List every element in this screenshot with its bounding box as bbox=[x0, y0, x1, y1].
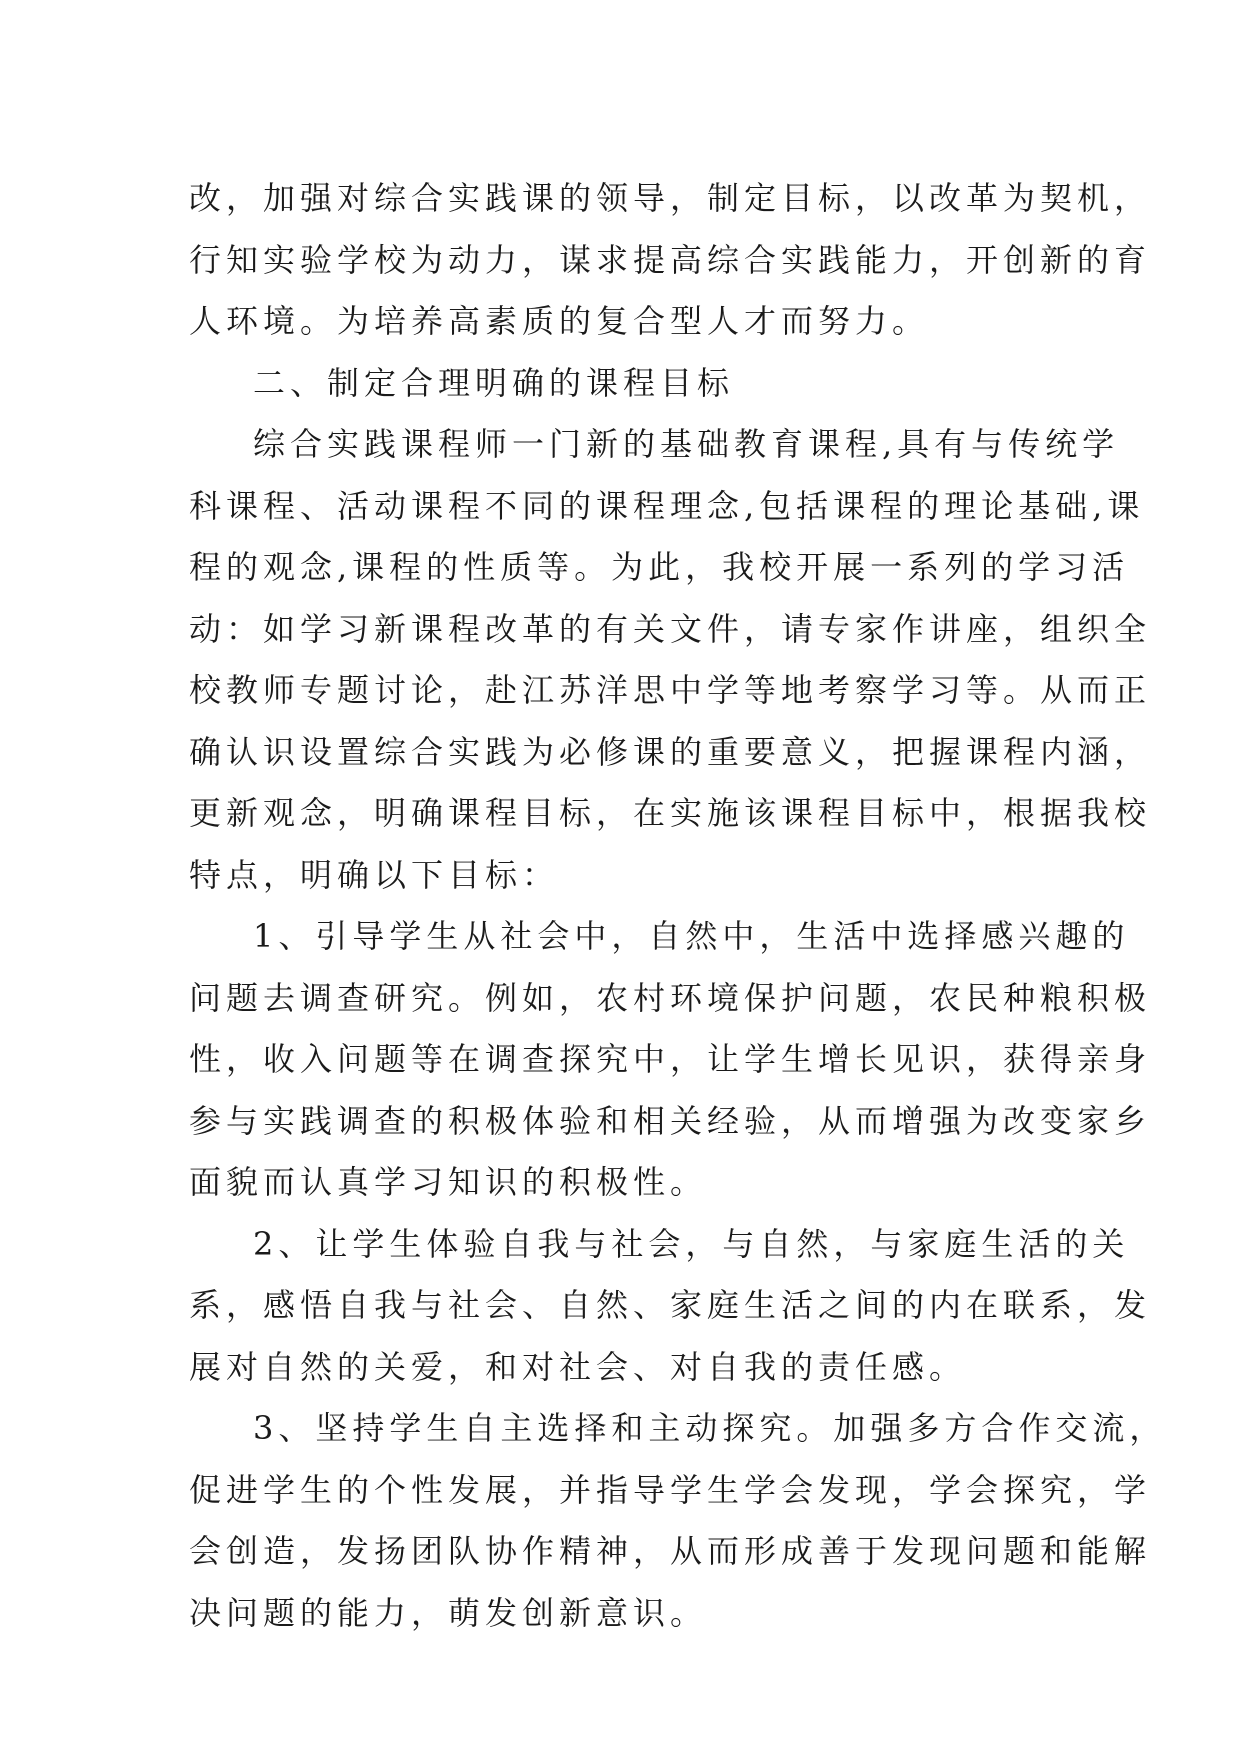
list-item-1-line-1: 1、引导学生从社会中，自然中，生活中选择感兴趣的 bbox=[253, 917, 1130, 955]
list-item-3-line-1: 3、坚持学生自主选择和主动探究。加强多方合作交流， bbox=[253, 1409, 1167, 1447]
list-item-1-line-3: 性，收入问题等在调查探究中，让学生增长见识，获得亲身 bbox=[189, 1040, 1152, 1078]
list-item-2-line-1: 2、让学生体验自我与社会，与自然，与家庭生活的关 bbox=[253, 1224, 1130, 1263]
list-item-1-line-4: 参与实践调查的积极体验和相关经验，从而增强为改变家乡 bbox=[189, 1101, 1152, 1140]
document-body bbox=[189, 168, 1167, 1644]
list-item-2-line-2: 系，感悟自我与社会、自然、家庭生活之间的内在联系，发 bbox=[189, 1286, 1152, 1324]
text-line-3: 人环境。为培养高素质的复合型人才而努力。 bbox=[189, 302, 930, 340]
text-line-10: 确认识设置综合实践为必修课的重要意义，把握课程内涵， bbox=[189, 732, 1152, 771]
text-line-11: 更新观念，明确课程目标，在实施该课程目标中，根据我校 bbox=[189, 794, 1152, 832]
text-line-12: 特点，明确以下目标： bbox=[189, 855, 560, 894]
text-line-8: 动：如学习新课程改革的有关文件，请专家作讲座，组织全 bbox=[189, 609, 1152, 648]
list-item-1-line-5: 面貌而认真学习知识的积极性。 bbox=[189, 1163, 708, 1201]
text-line-9: 校教师专题讨论，赴江苏洋思中学等地考察学习等。从而正 bbox=[189, 671, 1152, 709]
list-item-2-line-3: 展对自然的关爱，和对社会、对自我的责任感。 bbox=[189, 1347, 967, 1386]
text-line-6: 科课程、活动课程不同的课程理念,包括课程的理论基础,课 bbox=[189, 486, 1145, 525]
list-item-3-line-3: 会创造，发扬团队协作精神，从而形成善于发现问题和能解 bbox=[189, 1532, 1152, 1570]
list-item-1-line-2: 问题去调查研究。例如，农村环境保护问题，农民种粮积极 bbox=[189, 978, 1152, 1017]
text-line-7: 程的观念,课程的性质等。为此，我校开展一系列的学习活 bbox=[189, 548, 1130, 586]
text-line-2: 行知实验学校为动力，谋求提高综合实践能力，开创新的育 bbox=[189, 240, 1152, 279]
list-item-3-line-4: 决问题的能力，萌发创新意识。 bbox=[189, 1593, 708, 1632]
text-line-1: 改，加强对综合实践课的领导，制定目标，以改革为契机， bbox=[189, 179, 1152, 217]
text-line-5: 综合实践课程师一门新的基础教育课程,具有与传统学 bbox=[253, 425, 1120, 463]
list-item-3-line-2: 促进学生的个性发展，并指导学生学会发现，学会探究，学 bbox=[189, 1470, 1152, 1509]
section-heading: 二、制定合理明确的课程目标 bbox=[253, 363, 735, 402]
